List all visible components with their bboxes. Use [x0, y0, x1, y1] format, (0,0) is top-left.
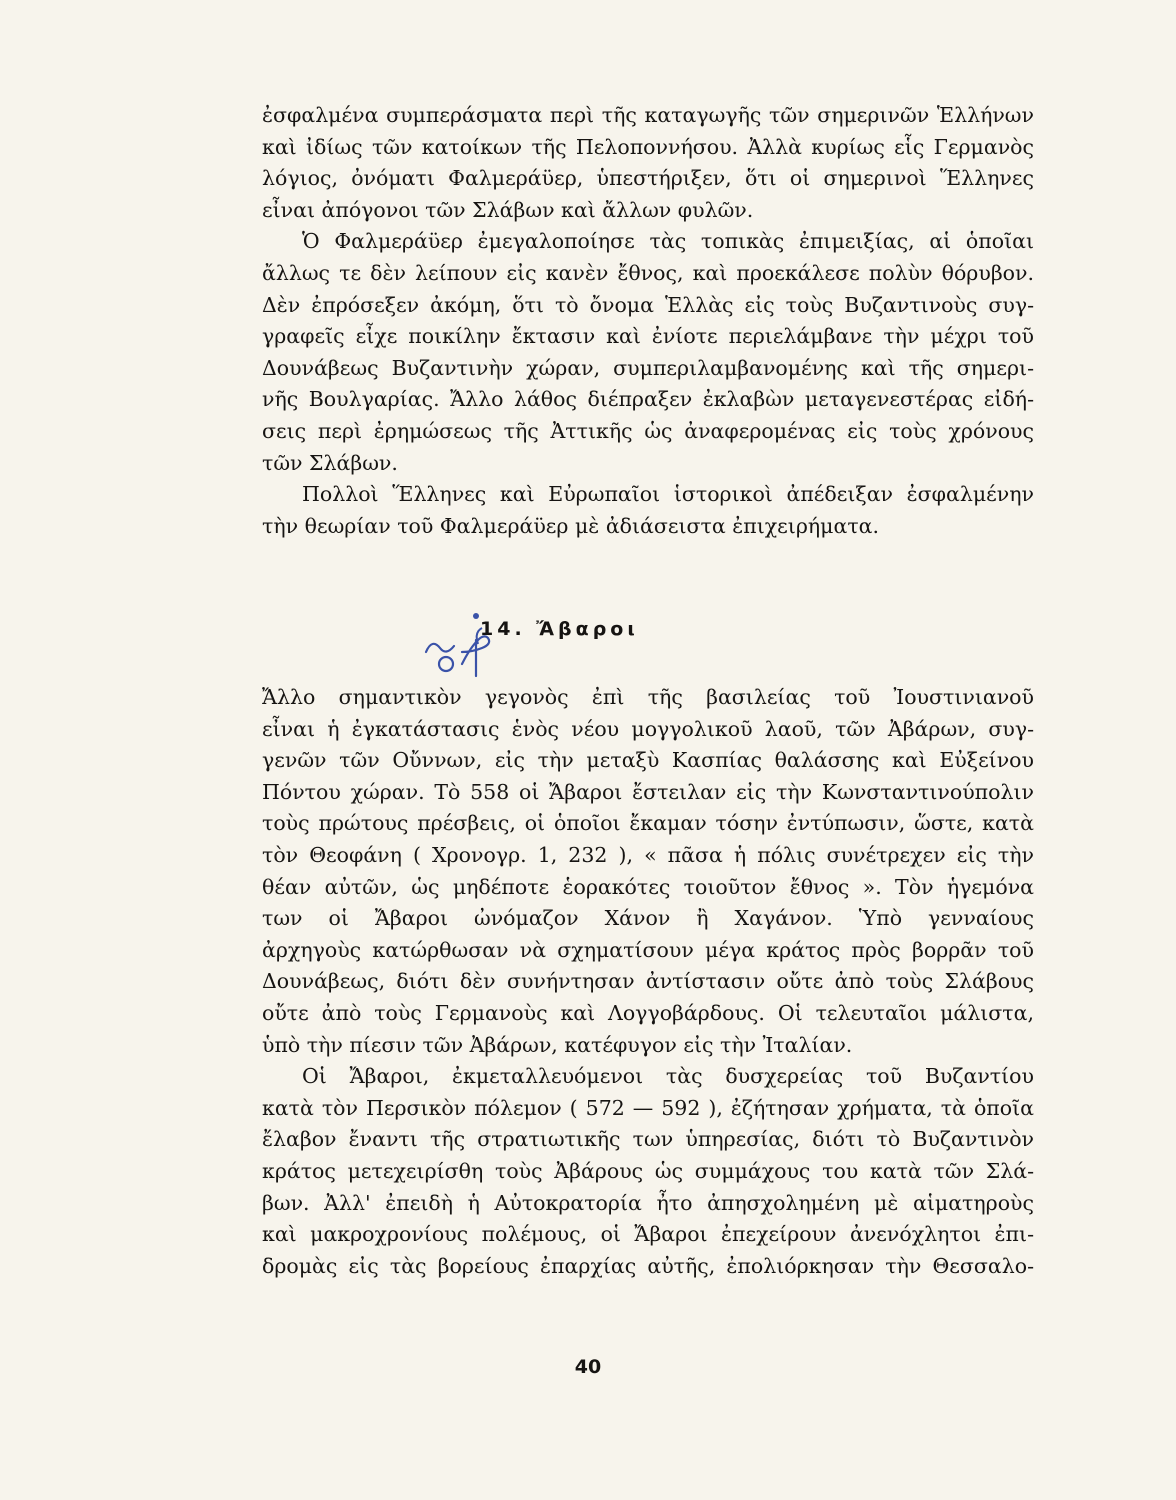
text-line: κράτος μετεχειρίσθη τοὺς Ἀβάρους ὡς συμμάχους του κατὰ τῶν Σλά- — [262, 1158, 1034, 1183]
section-heading: 14. Ἄβαροι — [480, 618, 639, 640]
text-line: Ὁ Φαλμεράϋερ ἐμεγαλοποίησε τὰς τοπικὰς ἐπιμειξίας, αἱ ὁποῖαι — [302, 229, 1034, 254]
text-line: Δουνάβεως Βυζαντινὴν χώραν, συμπεριλαμβανομένης καὶ τῆς σημερι- — [262, 355, 1034, 380]
text-block-bottom — [262, 682, 1034, 1282]
text-line: εἶναι ἀπόγονοι τῶν Σλάβων καὶ ἄλλων φυλῶν. — [262, 197, 754, 222]
text-line: Πόντου χώραν. Τὸ 558 οἱ Ἄβαροι ἔστειλαν εἰς τὴν Κωνσταντινούπολιν — [262, 779, 1034, 804]
text-line: τὸν Θεοφάνη ( Χρονογρ. 1, 232 ), « πᾶσα ἡ πόλις συνέτρεχεν εἰς τὴν — [262, 842, 1034, 867]
text-line: των οἱ Ἄβαροι ὠνόμαζον Χάνον ἢ Χαγάνον. Ὑπὸ γενναίους — [262, 906, 1034, 931]
text-line: ὑπὸ τὴν πίεσιν τῶν Ἀβάρων, κατέφυγον εἰς τὴν Ἰταλίαν. — [262, 1032, 853, 1057]
text-line: ἀρχηγοὺς κατώρθωσαν νὰ σχηματίσουν μέγα κράτος πρὸς βορρᾶν τοῦ — [262, 937, 1034, 962]
text-line: γραφεῖς εἶχε ποικίλην ἔκτασιν καὶ ἐνίοτε περιελάμβανε τὴν μέχρι τοῦ — [262, 324, 1034, 349]
text-block-top — [262, 100, 1034, 542]
text-line: κατὰ τὸν Περσικὸν πόλεμον ( 572 — 592 ), ἐζήτησαν χρήματα, τὰ ὁποῖα — [262, 1095, 1034, 1120]
text-line: νῆς Βουλγαρίας. Ἄλλο λάθος διέπραξεν ἐκλαβὼν μεταγενεστέρας εἰδή- — [262, 387, 1034, 412]
text-line: τῶν Σλάβων. — [262, 450, 398, 475]
text-line: δρομὰς εἰς τὰς βορείους ἐπαρχίας αὐτῆς, ἐπολιόρκησαν τὴν Θεσσαλο- — [262, 1253, 1034, 1278]
text-line: εἶναι ἡ ἐγκατάστασις ἑνὸς νέου μογγολικοῦ λαοῦ, τῶν Ἀβάρων, συγ- — [262, 716, 1034, 741]
text-line: θέαν αὐτῶν, ὡς μηδέποτε ἑορακότες τοιοῦτον ἔθνος ». Τὸν ἡγεμόνα — [262, 874, 1034, 899]
text-line: ἐσφαλμένα συμπεράσματα περὶ τῆς καταγωγῆς τῶν σημερινῶν Ἑλλήνων — [262, 103, 1034, 127]
text-line: Οἱ Ἄβαροι, ἐκμεταλλευόμενοι τὰς δυσχερείας τοῦ Βυζαντίου — [302, 1064, 1034, 1089]
text-line: σεις περὶ ἐρημώσεως τῆς Ἀττικῆς ὡς ἀναφερομένας εἰς τοὺς χρόνους — [262, 418, 1034, 443]
page-number: 40 — [574, 1356, 602, 1378]
text-line: Δὲν ἐπρόσεξεν ἀκόμη, ὅτι τὸ ὄνομα Ἑλλὰς εἰς τοὺς Βυζαντινοὺς συγ- — [262, 292, 1034, 317]
text-line: τὴν θεωρίαν τοῦ Φαλμεράϋερ μὲ ἀδιάσειστα ἐπιχειρήματα. — [262, 513, 880, 538]
text-line: οὔτε ἀπὸ τοὺς Γερμανοὺς καὶ Λογγοβάρδους. Οἱ τελευταῖοι μάλιστα, — [262, 1000, 1034, 1025]
text-line: λόγιος, ὀνόματι Φαλμεράϋερ, ὑπεστήριξεν, ὅτι οἱ σημερινοὶ Ἕλληνες — [262, 166, 1034, 191]
text-line: ἔλαβον ἔναντι τῆς στρατιωτικῆς των ὑπηρεσίας, διότι τὸ Βυζαντινὸν — [262, 1127, 1034, 1152]
text-line: καὶ μακροχρονίους πολέμους, οἱ Ἄβαροι ἐπεχείρουν ἀνενόχλητοι ἐπι- — [262, 1222, 1034, 1247]
text-line: τοὺς πρώτους πρέσβεις, οἱ ὁποῖοι ἔκαμαν τόσην ἐντύπωσιν, ὥστε, κατὰ — [262, 811, 1034, 836]
text-line: ἄλλως τε δὲν λείπουν εἰς κανὲν ἔθνος, καὶ προεκάλεσε πολὺν θόρυβον. — [262, 260, 1034, 285]
text-line: καὶ ἰδίως τῶν κατοίκων τῆς Πελοποννήσου. Ἀλλὰ κυρίως εἷς Γερμανὸς — [262, 134, 1034, 159]
text-line: γενῶν τῶν Οὔννων, εἰς τὴν μεταξὺ Κασπίας θαλάσσης καὶ Εὐξείνου — [262, 748, 1034, 773]
text-line: Πολλοὶ Ἕλληνες καὶ Εὐρωπαῖοι ἱστορικοὶ ἀπέδειξαν ἐσφαλμένην — [302, 482, 1034, 507]
text-line: Ἄλλο σημαντικὸν γεγονὸς ἐπὶ τῆς βασιλείας τοῦ Ἰουστινιανοῦ — [262, 685, 1034, 709]
text-line: Δουνάβεως, διότι δὲν συνήντησαν ἀντίστασιν οὔτε ἀπὸ τοὺς Σλάβους — [262, 969, 1034, 994]
text-line: βων. Ἀλλ' ἐπειδὴ ἡ Αὐτοκρατορία ἦτο ἀπησχολημένη μὲ αἱματηροὺς — [262, 1190, 1034, 1215]
